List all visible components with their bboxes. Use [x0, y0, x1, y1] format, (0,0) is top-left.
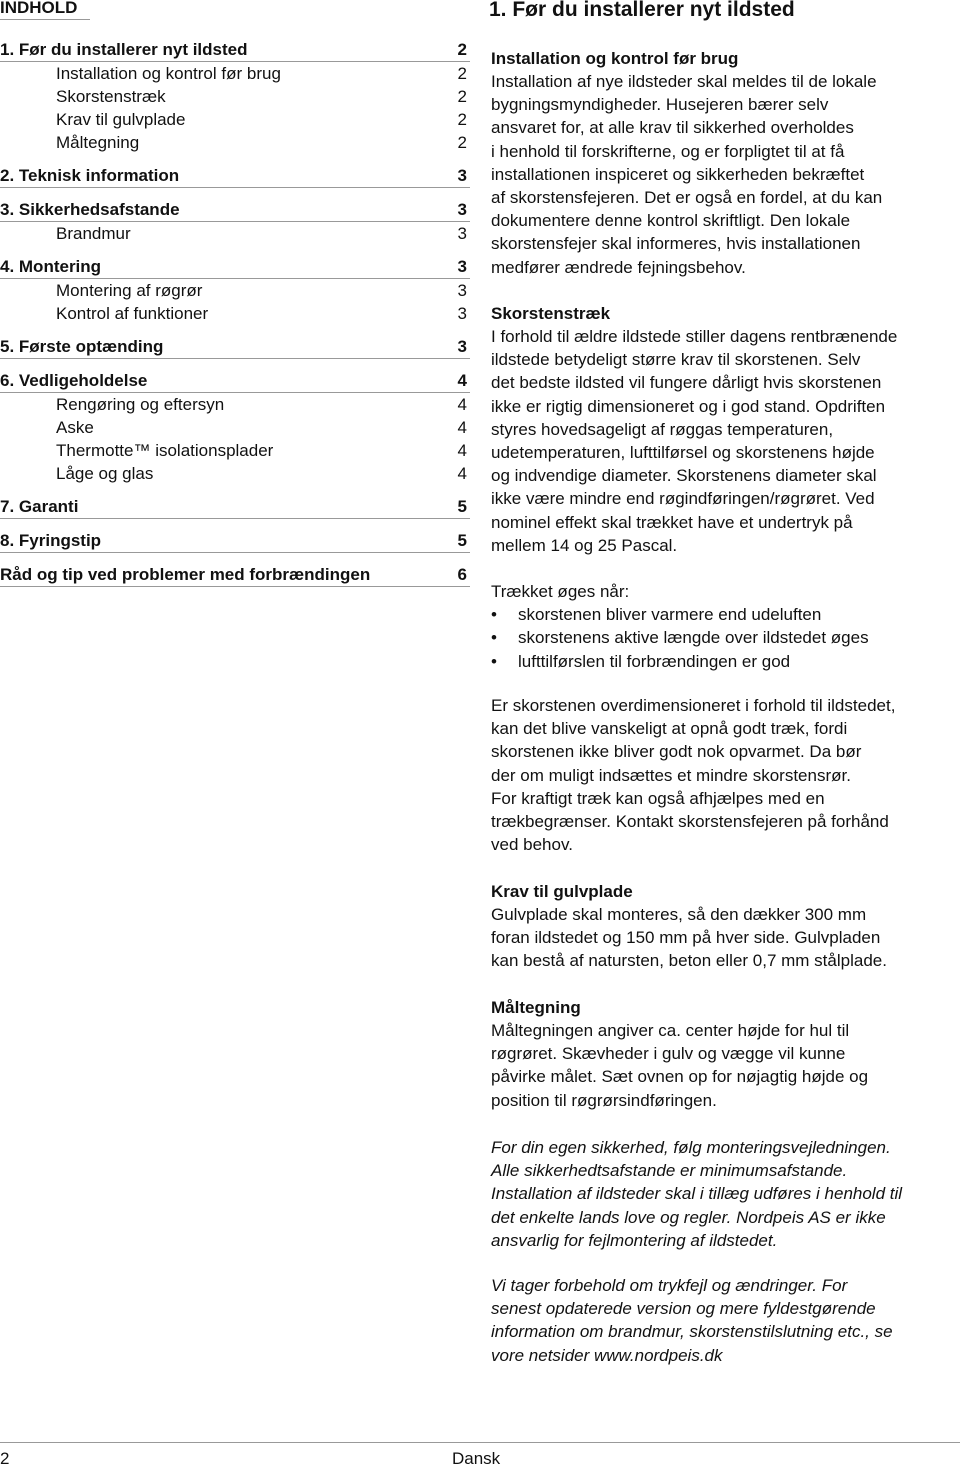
text-line: position til røgrørsindføringen.: [491, 1090, 717, 1110]
skorstenstraek-title: Skorstenstræk: [491, 304, 611, 323]
text-line: nominel effekt skal trækket have et undertryk på: [491, 512, 853, 532]
toc-entry-page: 3: [457, 257, 467, 276]
bullet-icon: •: [491, 628, 497, 648]
bullet-intro: Trækket øges når:: [491, 582, 630, 601]
toc-entry[interactable]: [0, 336, 470, 359]
footer-divider: [0, 1442, 960, 1443]
gulvplade-title: Krav til gulvplade: [491, 882, 633, 901]
toc-subentry[interactable]: [0, 416, 470, 439]
text-line: ikke er rigtig dimensioneret og i god stand. Opdriften: [491, 396, 886, 416]
bullet-item: [491, 603, 960, 626]
toc-entry-page: 5: [457, 531, 467, 550]
toc-entry-label: Brandmur: [56, 224, 131, 243]
maltegning-body: [491, 1019, 960, 1112]
text-line: I forhold til ældre ildstede stiller dagens rentbrænende: [491, 327, 898, 346]
toc-entry-page: 3: [457, 200, 467, 219]
text-line: det bedste ildsted vil fungere dårligt hvis skorstenen: [491, 373, 882, 393]
toc-entry-page: 3: [457, 337, 467, 356]
installation-title: Installation og kontrol før brug: [491, 49, 739, 68]
safety-notice: [491, 1136, 960, 1252]
toc-entry-page: 2: [457, 133, 467, 152]
text-line: og indvendige diameter. Skorstenens diameter skal: [491, 466, 877, 486]
toc-entry-label: Thermotte™ isolationsplader: [56, 441, 274, 460]
toc-entry-page: 2: [457, 87, 467, 106]
text-line: i henhold til forskrifterne, og er forpligtet til at få: [491, 141, 845, 161]
toc-entry[interactable]: [0, 256, 470, 279]
text-line: udetemperaturen, lufttilførsel og skorstenens højde: [491, 443, 875, 463]
toc-entry-label: Kontrol af funktioner: [56, 304, 209, 323]
installation-body: [491, 70, 960, 279]
text-line: ansvarlig for fejlmontering af ildstedet.: [491, 1230, 778, 1250]
bullet-item: [491, 650, 960, 673]
toc-subentry[interactable]: [0, 279, 470, 302]
text-line: af skorstensfejeren. Det er også en fordel, at du kan: [491, 188, 883, 208]
text-line: Vi tager forbehold om trykfejl og ændringer. For: [491, 1276, 848, 1295]
overdimension-paragraph: [491, 694, 960, 856]
section-heading: 1. Før du installerer nyt ildsted: [489, 0, 795, 21]
toc-entry-label: Installation og kontrol før brug: [56, 64, 281, 83]
text-line: skorstenen ikke bliver godt nok opvarmet. Da bør: [491, 742, 862, 762]
text-line: trækbegrænser. Kontakt skorstensfejeren på forhånd: [491, 812, 889, 832]
text-line: Er skorstenen overdimensioneret i forhold til ildstedet,: [491, 696, 896, 715]
text-line: Gulvplade skal monteres, så den dækker 300 mm: [491, 905, 867, 924]
text-line: ansvaret for, at alle krav til sikkerhed overholdes: [491, 118, 854, 138]
text-line: bygningsmyndigheder. Husejeren bærer selv: [491, 95, 829, 115]
toc-entry-page: 3: [457, 304, 467, 323]
maltegning-section: [491, 996, 960, 1112]
installation-section: [491, 47, 960, 279]
toc-entry[interactable]: [0, 370, 470, 393]
toc-entry-page: 4: [457, 441, 467, 460]
disclaimer-notice: [491, 1274, 960, 1367]
text-line: dokumentere denne kontrol skriftligt. Den lokale: [491, 211, 851, 231]
toc-entry-page: 4: [457, 395, 467, 414]
text-line: påvirke målet. Sæt ovnen op for nøjagtig højde og: [491, 1067, 869, 1087]
toc-entry-label: 3. Sikkerhedsafstande: [0, 200, 180, 219]
text-line: mellem 14 og 25 Pascal.: [491, 535, 678, 555]
bullet-item: [491, 626, 960, 649]
maltegning-title: Måltegning: [491, 998, 581, 1017]
text-line: der om muligt indsættes et mindre skorstensrør.: [491, 765, 851, 785]
toc-entry-label: 7. Garanti: [0, 497, 79, 516]
gulvplade-body: [491, 903, 960, 973]
toc-entry-page: 4: [457, 464, 467, 483]
toc-entry[interactable]: [0, 165, 470, 188]
skorstenstraek-body: [491, 325, 960, 557]
bullet-text: skorstenen bliver varmere end udeluften: [518, 605, 822, 625]
text-line: ved behov.: [491, 835, 573, 855]
toc-entry-label: 8. Fyringstip: [0, 531, 102, 550]
toc-entry-page: 4: [457, 418, 467, 437]
toc-subentry[interactable]: [0, 302, 470, 325]
text-line: Alle sikkerhedtsafstande er minimumsafstande.: [491, 1161, 848, 1181]
toc-entry[interactable]: [0, 496, 470, 519]
toc-entry-page: 2: [457, 40, 467, 59]
toc-entry-label: 4. Montering: [0, 257, 102, 276]
toc-entry-page: 3: [457, 281, 467, 300]
toc-entry-label: 6. Vedligeholdelse: [0, 371, 148, 390]
toc-subentry[interactable]: [0, 108, 470, 131]
toc-entry-label: 5. Første optænding: [0, 337, 164, 356]
toc-entry[interactable]: [0, 39, 470, 62]
toc-entry-label: Montering af røgrør: [56, 281, 203, 300]
text-line: styres hovedsageligt af røggas temperaturen,: [491, 419, 834, 439]
toc-entry-page: 2: [457, 64, 467, 83]
toc-entry-label: Låge og glas: [56, 464, 154, 483]
footer-language: Dansk: [452, 1449, 501, 1468]
toc-entry-label: Krav til gulvplade: [56, 110, 186, 129]
toc-subentry[interactable]: [0, 62, 470, 85]
text-line: Installation af nye ildsteder skal meldes til de lokale: [491, 72, 877, 91]
toc-entry-label: Råd og tip ved problemer med forbrændingen: [0, 565, 371, 584]
toc-subentry[interactable]: [0, 462, 470, 485]
toc-entry[interactable]: [0, 564, 470, 587]
text-line: skorstensfejer skal informeres, hvis installationen: [491, 234, 861, 254]
text-line: røgrøret. Skævheder i gulv og vægge vil kunne: [491, 1044, 846, 1064]
text-line: kan bestå af natursten, beton eller 0,7 mm stålplade.: [491, 951, 887, 971]
text-line: det enkelte lands love og regler. Nordpeis AS er ikke: [491, 1207, 886, 1227]
bullet-list: [491, 603, 960, 673]
text-line: For kraftigt træk kan også afhjælpes med en: [491, 788, 825, 808]
text-line: Installation af ildsteder skal i tillæg udføres i henhold til: [491, 1184, 903, 1204]
main-column: [489, 0, 960, 1365]
bullet-text: lufttilførslen til forbrændingen er god: [518, 651, 791, 671]
text-line: kan det blive vanskeligt at opnå godt træk, fordi: [491, 719, 848, 739]
toc-entry-page: 4: [457, 371, 467, 390]
toc-entry-label: Aske: [56, 418, 94, 437]
toc-title: INDHOLD: [0, 0, 90, 20]
toc-entry-page: 2: [457, 110, 467, 129]
bullet-icon: •: [491, 605, 497, 625]
toc-entry-label: Rengøring og eftersyn: [56, 395, 225, 414]
toc-subentry[interactable]: [0, 439, 470, 462]
toc-subentry[interactable]: [0, 131, 470, 154]
toc-entry[interactable]: [0, 199, 470, 222]
toc-entry-page: 3: [457, 224, 467, 243]
toc-entry-page: 6: [457, 565, 467, 584]
toc-entry[interactable]: [0, 530, 470, 553]
toc-subentry[interactable]: [0, 85, 470, 108]
bullet-text: skorstenens aktive længde over ildstedet øges: [518, 628, 869, 648]
text-line: medfører ændrede fejningsbehov.: [491, 257, 746, 277]
text-line: information om brandmur, skorstenstilslutning etc., se: [491, 1322, 893, 1342]
toc-entry-page: 5: [457, 497, 467, 516]
gulvplade-section: [491, 880, 960, 973]
toc-entry-label: 1. Før du installerer nyt ildsted: [0, 40, 248, 59]
toc-subentry[interactable]: [0, 222, 470, 245]
skorstenstraek-section: [491, 302, 960, 557]
toc-entry-label: 2. Teknisk information: [0, 166, 180, 185]
toc-subentry[interactable]: [0, 393, 470, 416]
text-line: Måltegningen angiver ca. center højde for hul til: [491, 1021, 850, 1040]
toc-entry-page: 3: [457, 166, 467, 185]
bullet-icon: •: [491, 651, 497, 671]
text-line: ikke være mindre end røgindføringen/røgrøret. Ved: [491, 489, 875, 509]
footer-page-number: 2: [0, 1449, 10, 1468]
table-of-contents: [0, 39, 470, 587]
text-line: vore netsider www.nordpeis.dk: [491, 1345, 723, 1365]
text-line: installationen inspiceret og sikkerheden bekræftet: [491, 164, 865, 184]
bullet-section: [491, 580, 960, 673]
toc-entry-label: Måltegning: [56, 133, 140, 152]
text-line: foran ildstedet og 150 mm på hver side. Gulvpladen: [491, 928, 881, 948]
text-line: ildstede betydeligt større krav til skorstenen. Selv: [491, 350, 861, 370]
text-line: For din egen sikkerhed, følg monteringsvejledningen.: [491, 1138, 891, 1157]
text-line: senest opdaterede version og mere fyldestgørende: [491, 1299, 876, 1319]
toc-entry-label: Skorstenstræk: [56, 87, 166, 106]
